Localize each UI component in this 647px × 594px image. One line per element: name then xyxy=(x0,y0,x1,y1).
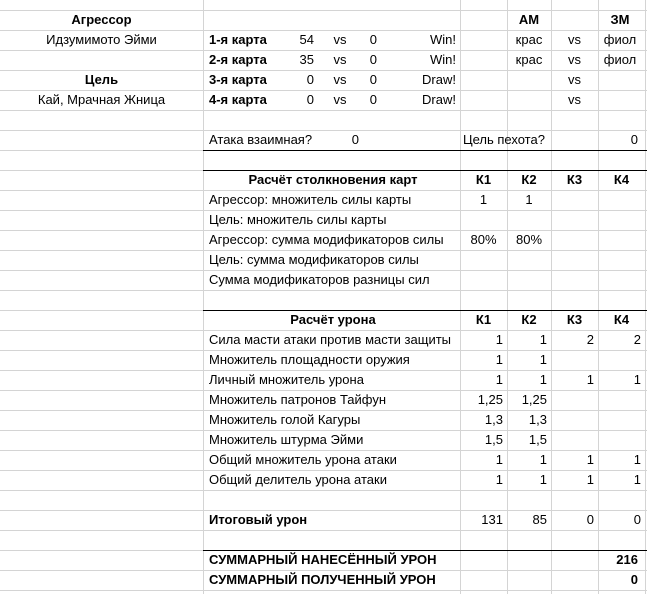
border-line xyxy=(203,170,647,171)
damage-cell[interactable]: 1,5 xyxy=(484,432,503,447)
damage-row-label[interactable]: Множитель голой Кагуры xyxy=(209,412,361,427)
card-attacker-value[interactable]: 0 xyxy=(306,92,314,107)
clash-cell[interactable] xyxy=(598,210,645,230)
damage-cell[interactable]: 1 xyxy=(633,372,641,387)
damage-cell[interactable]: 1 xyxy=(633,472,641,487)
card-result[interactable]: Draw! xyxy=(422,92,456,107)
damage-cell[interactable]: 1 xyxy=(495,472,503,487)
damage-cell[interactable]: 1 xyxy=(495,332,503,347)
damage-cell[interactable] xyxy=(598,350,645,370)
damage-cell[interactable] xyxy=(551,390,598,410)
damage-cell[interactable]: 1 xyxy=(539,352,547,367)
grid-line-vertical xyxy=(203,0,204,594)
total-damage-cell[interactable]: 0 xyxy=(633,512,641,527)
damage-cell[interactable]: 1,5 xyxy=(528,432,547,447)
card-zm-color[interactable]: фиол xyxy=(603,52,637,67)
damage-cell[interactable] xyxy=(598,410,645,430)
clash-cell[interactable] xyxy=(551,210,598,230)
clash-cell[interactable]: 80% xyxy=(470,232,497,247)
clash-cell[interactable] xyxy=(551,230,598,250)
clash-cell[interactable] xyxy=(507,210,551,230)
clash-cell[interactable] xyxy=(460,270,507,290)
card-zm-color[interactable] xyxy=(598,70,642,90)
total-damage-cell[interactable]: 85 xyxy=(532,512,547,527)
clash-cell[interactable] xyxy=(598,250,645,270)
am-header[interactable]: АМ xyxy=(518,12,540,27)
damage-row-label[interactable]: Множитель штурма Эйми xyxy=(209,432,364,447)
summary-received-label[interactable]: СУММАРНЫЙ ПОЛУЧЕННЫЙ УРОН xyxy=(209,572,436,587)
card-attacker-value[interactable]: 54 xyxy=(299,32,314,47)
zm-header[interactable]: ЗМ xyxy=(610,12,630,27)
damage-cell[interactable]: 1,25 xyxy=(521,392,547,407)
damage-cell[interactable]: 1 xyxy=(539,372,547,387)
damage-cell[interactable]: 1 xyxy=(539,452,547,467)
damage-cell[interactable]: 1 xyxy=(495,352,503,367)
damage-cell[interactable]: 1 xyxy=(539,472,547,487)
clash-cell[interactable] xyxy=(507,250,551,270)
damage-cell[interactable]: 1 xyxy=(495,372,503,387)
grid-line-horizontal xyxy=(0,590,647,591)
damage-cell[interactable] xyxy=(551,410,598,430)
clash-cell[interactable] xyxy=(460,250,507,270)
mutual-attack-value[interactable]: 0 xyxy=(351,132,359,147)
clash-col-header[interactable]: К3 xyxy=(566,172,583,187)
card-label[interactable]: 4-я карта xyxy=(209,92,267,107)
damage-row-label[interactable]: Личный множитель урона xyxy=(209,372,364,387)
grid-line-horizontal xyxy=(0,530,647,531)
clash-title[interactable]: Расчёт столкновения карт xyxy=(248,172,418,187)
clash-col-header[interactable]: К4 xyxy=(613,172,630,187)
card-attacker-value[interactable]: 0 xyxy=(306,72,314,87)
card-result[interactable]: Draw! xyxy=(422,72,456,87)
card-zm-color[interactable] xyxy=(598,90,642,110)
grid-line-vertical xyxy=(645,0,646,594)
clash-cell[interactable]: 80% xyxy=(515,232,543,247)
clash-col-header[interactable]: К2 xyxy=(521,172,537,187)
damage-row-label[interactable]: Множитель площадности оружия xyxy=(209,352,410,367)
grid-line-vertical xyxy=(460,0,461,594)
damage-cell[interactable]: 1 xyxy=(539,332,547,347)
damage-col-header[interactable]: К2 xyxy=(521,312,537,327)
damage-row-label[interactable]: Сила масти атаки против масти защиты xyxy=(209,332,452,347)
target-name[interactable]: Кай, Мрачная Жница xyxy=(37,92,166,107)
damage-cell[interactable]: 1,25 xyxy=(477,392,503,407)
summary-dealt-label[interactable]: СУММАРНЫЙ НАНЕСЁННЫЙ УРОН xyxy=(209,552,437,567)
summary-dealt-value[interactable]: 216 xyxy=(616,552,638,567)
clash-cell[interactable]: 1 xyxy=(525,192,533,207)
damage-cell[interactable] xyxy=(598,430,645,450)
clash-cell[interactable] xyxy=(551,270,598,290)
grid-line-horizontal xyxy=(0,290,647,291)
clash-cell[interactable] xyxy=(460,210,507,230)
damage-cell[interactable]: 1 xyxy=(586,452,594,467)
damage-cell[interactable] xyxy=(551,430,598,450)
damage-col-header[interactable]: К4 xyxy=(613,312,630,327)
card-defender-value[interactable]: 0 xyxy=(369,72,377,87)
damage-cell[interactable]: 1 xyxy=(586,472,594,487)
card-result[interactable]: Win! xyxy=(430,32,456,47)
card-label[interactable]: 2-я карта xyxy=(209,52,267,67)
target-infantry-label[interactable]: Цель пехота? xyxy=(463,132,545,147)
clash-row-label[interactable]: Сумма модификаторов разницы сил xyxy=(209,272,430,287)
damage-row-label[interactable]: Общий множитель урона атаки xyxy=(209,452,397,467)
clash-cell[interactable] xyxy=(598,230,645,250)
clash-row-label[interactable]: Агрессор: сумма модификаторов силы xyxy=(209,232,444,247)
damage-row-label[interactable]: Общий делитель урона атаки xyxy=(209,472,387,487)
card-vs[interactable]: vs xyxy=(333,32,347,47)
card-label[interactable]: 3-я карта xyxy=(209,72,267,87)
card-defender-value[interactable]: 0 xyxy=(369,32,377,47)
damage-cell[interactable]: 2 xyxy=(586,332,594,347)
target-label[interactable]: Цель xyxy=(84,72,119,87)
total-damage-cell[interactable]: 0 xyxy=(586,512,594,527)
border-line xyxy=(203,150,647,151)
clash-cell[interactable] xyxy=(551,190,598,210)
card-defender-value[interactable]: 0 xyxy=(369,92,377,107)
card-attacker-value[interactable]: 35 xyxy=(299,52,314,67)
total-damage-cell[interactable]: 131 xyxy=(481,512,503,527)
card-vs[interactable]: vs xyxy=(333,92,347,107)
damage-cell[interactable] xyxy=(551,350,598,370)
clash-cell[interactable]: 1 xyxy=(479,192,488,207)
clash-row-label[interactable]: Агрессор: множитель силы карты xyxy=(209,192,412,207)
card-vs-color[interactable]: vs xyxy=(568,92,581,107)
card-vs[interactable]: vs xyxy=(333,52,347,67)
clash-cell[interactable] xyxy=(551,250,598,270)
damage-cell[interactable]: 1 xyxy=(633,452,641,467)
border-line xyxy=(203,310,647,311)
card-result[interactable]: Win! xyxy=(430,52,456,67)
damage-title[interactable]: Расчёт урона xyxy=(290,312,376,327)
aggressor-label[interactable]: Агрессор xyxy=(71,12,132,27)
grid-line-horizontal xyxy=(0,130,647,131)
summary-received-value[interactable]: 0 xyxy=(630,572,638,587)
aggressor-name[interactable]: Идзумимото Эйми xyxy=(46,32,157,47)
card-zm-color[interactable]: фиол xyxy=(603,32,637,47)
grid-line-horizontal xyxy=(0,110,647,111)
clash-row-label[interactable]: Цель: сумма модификаторов силы xyxy=(209,252,419,267)
card-vs-color[interactable]: vs xyxy=(568,52,581,67)
card-vs-color[interactable]: vs xyxy=(568,72,581,87)
damage-cell[interactable]: 1,3 xyxy=(484,412,503,427)
damage-cell[interactable]: 2 xyxy=(633,332,641,347)
clash-row-label[interactable]: Цель: множитель силы карты xyxy=(209,212,387,227)
total-damage-label[interactable]: Итоговый урон xyxy=(209,512,308,527)
clash-cell[interactable] xyxy=(598,270,645,290)
damage-cell[interactable] xyxy=(598,390,645,410)
clash-cell[interactable] xyxy=(598,190,645,210)
card-vs[interactable]: vs xyxy=(333,72,347,87)
card-am-color[interactable]: крас xyxy=(515,52,543,67)
card-am-color[interactable] xyxy=(507,70,551,90)
damage-cell[interactable]: 1,3 xyxy=(528,412,547,427)
card-vs-color[interactable]: vs xyxy=(568,32,581,47)
card-am-color[interactable] xyxy=(507,90,551,110)
clash-cell[interactable] xyxy=(507,270,551,290)
clash-col-header[interactable]: К1 xyxy=(475,172,492,187)
damage-cell[interactable]: 1 xyxy=(586,372,594,387)
mutual-attack-label[interactable]: Атака взаимная? xyxy=(209,132,313,147)
target-infantry-value[interactable]: 0 xyxy=(630,132,638,147)
damage-col-header[interactable]: К1 xyxy=(475,312,492,327)
damage-row-label[interactable]: Множитель патронов Тайфун xyxy=(209,392,387,407)
card-label[interactable]: 1-я карта xyxy=(209,32,267,47)
damage-cell[interactable]: 1 xyxy=(495,452,503,467)
damage-col-header[interactable]: К3 xyxy=(566,312,583,327)
border-line xyxy=(203,550,647,551)
card-defender-value[interactable]: 0 xyxy=(369,52,377,67)
card-am-color[interactable]: крас xyxy=(515,32,543,47)
grid-line-horizontal xyxy=(0,490,647,491)
